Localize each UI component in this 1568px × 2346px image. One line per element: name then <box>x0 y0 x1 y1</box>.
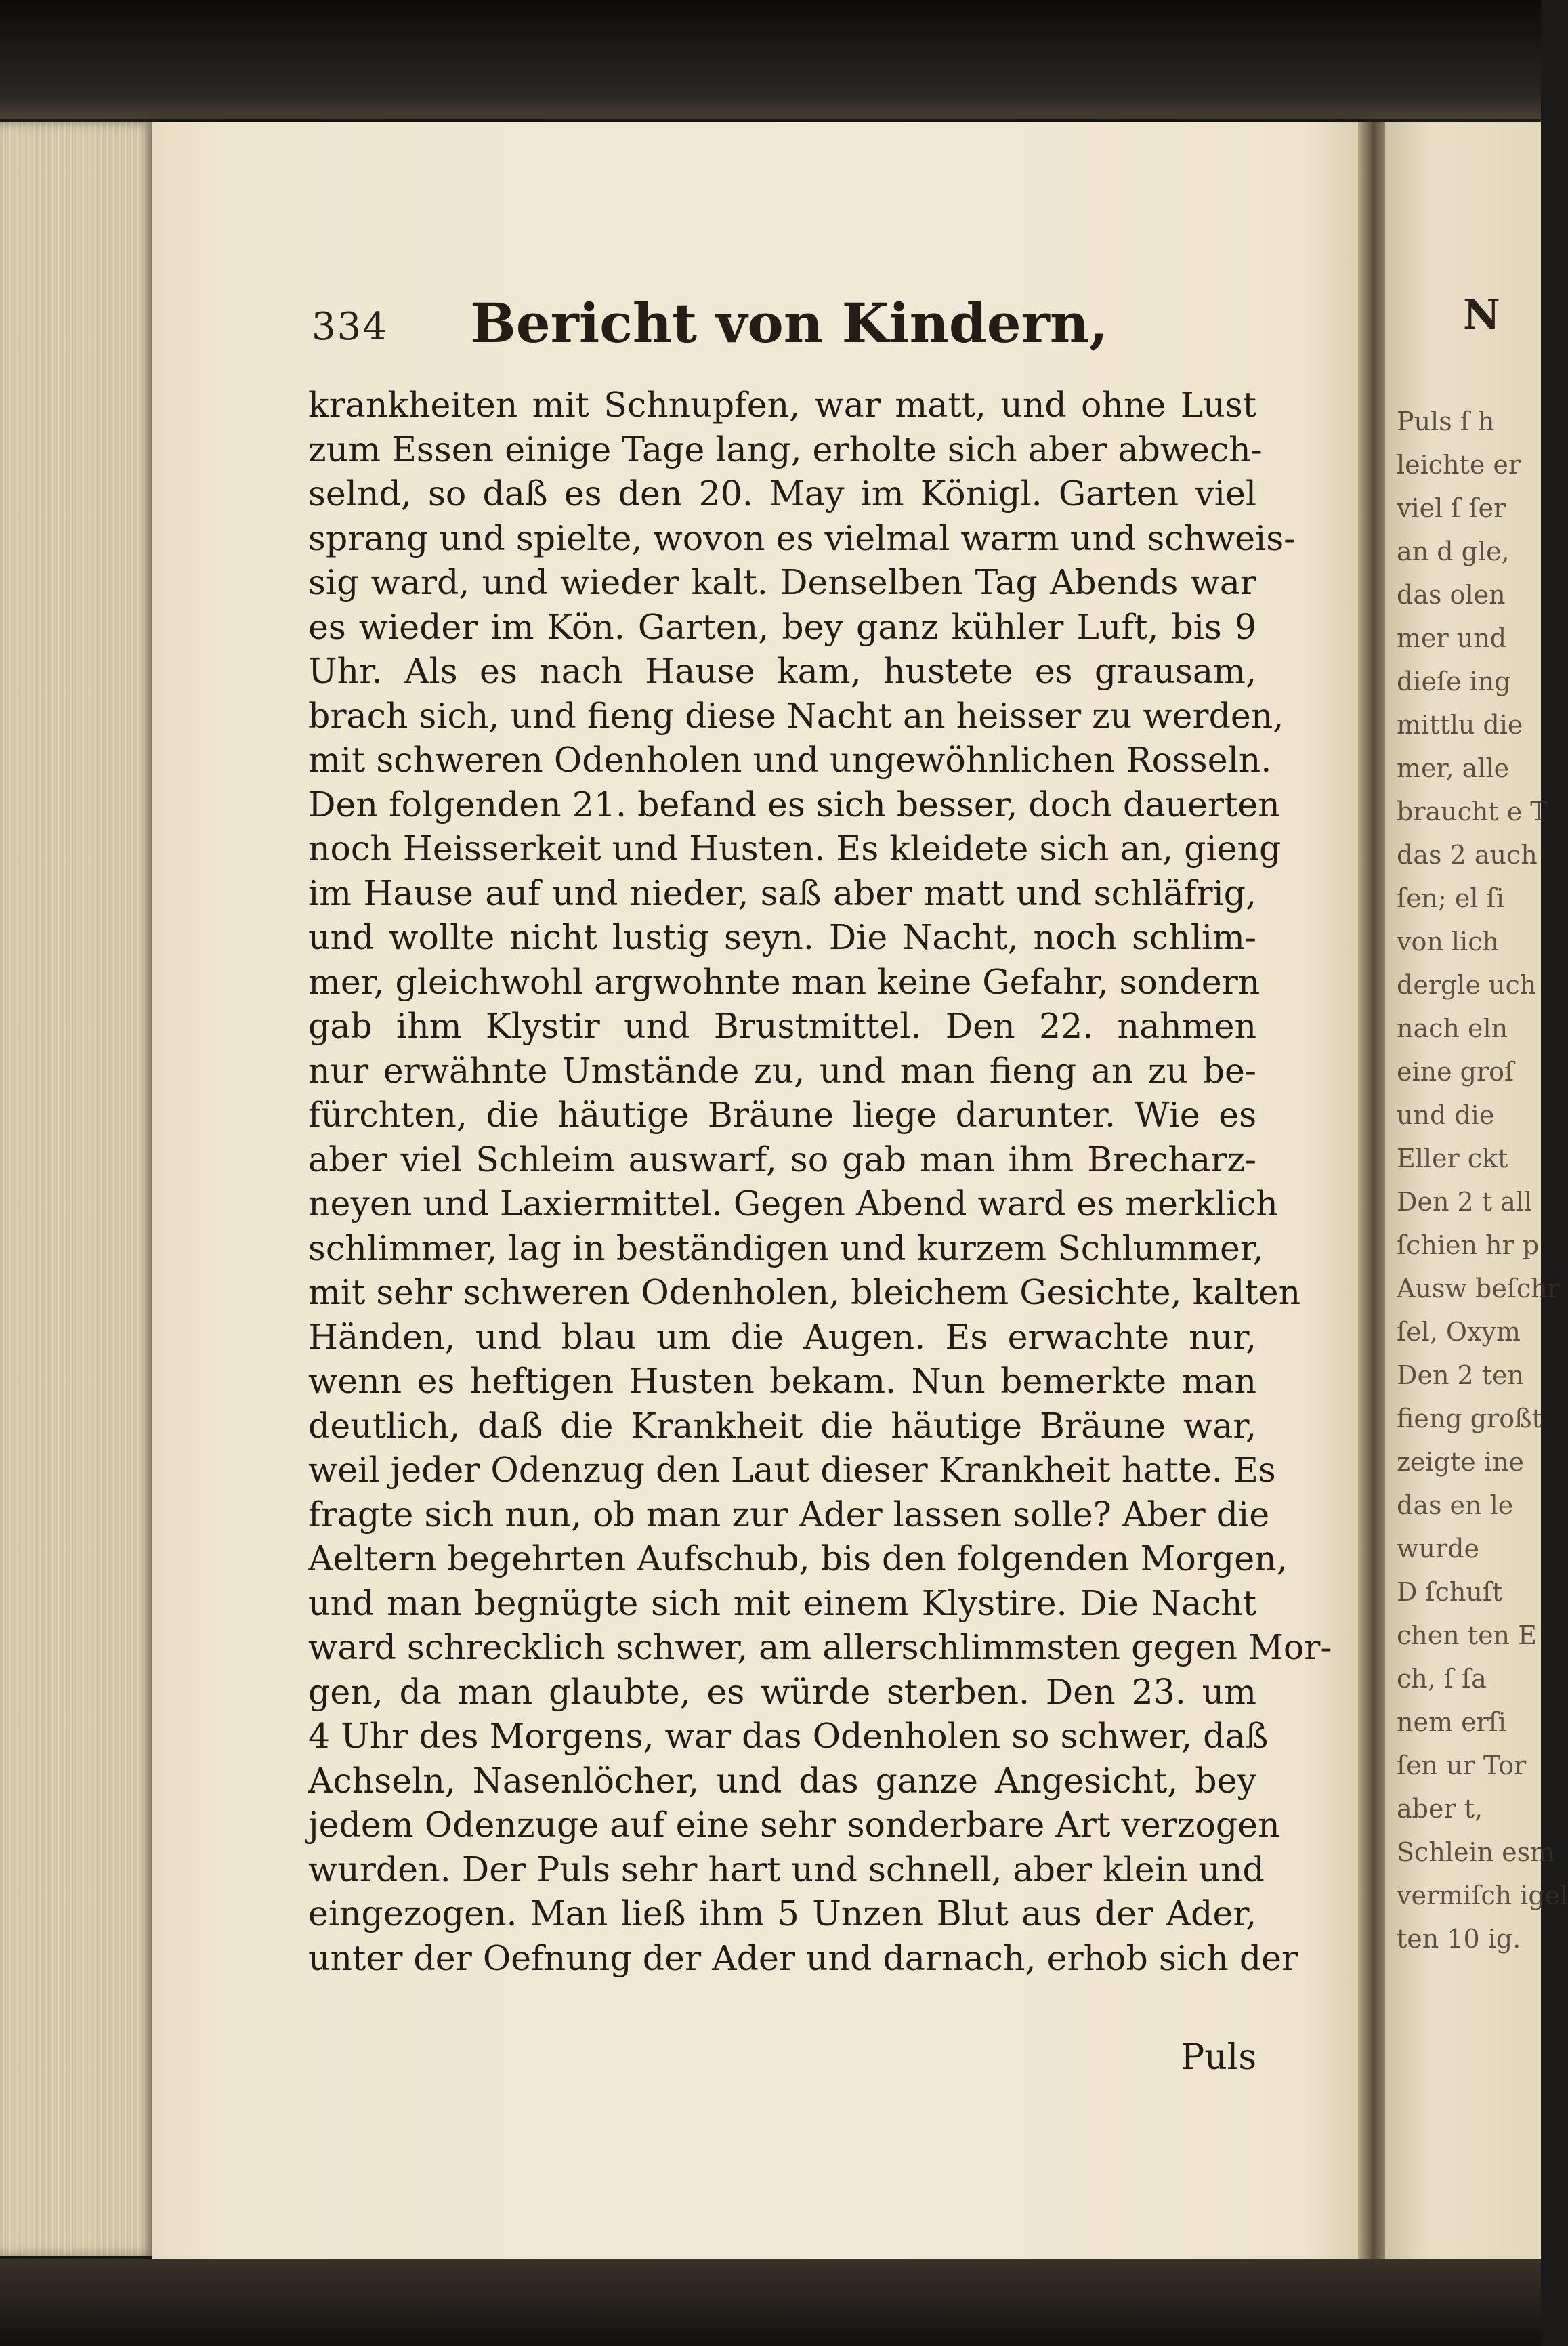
facing-page-fragment: ſchien hr p <box>1397 1230 1540 1260</box>
text-line: mit schweren Odenholen und ungewöhnlichen Rosseln. <box>308 740 1272 780</box>
facing-page-fragment: fieng großt <box>1397 1404 1542 1433</box>
facing-page-fragment: ſen; el ſi <box>1397 883 1504 913</box>
facing-page-fragment: dergle uch <box>1397 970 1537 1000</box>
facing-page-fragment: aber t, <box>1397 1794 1483 1824</box>
facing-page-fragment: ſel, Oxym <box>1397 1317 1521 1347</box>
text-line: wurden. Der Puls sehr hart und schnell, aber klein und <box>308 1849 1265 1889</box>
text-line: jedem Odenzuge auf eine sehr sonderbare Art verzogen <box>308 1805 1280 1845</box>
facing-page-fragment: Schlein esm <box>1397 1837 1555 1867</box>
running-title: Bericht von Kindern, <box>470 291 1108 355</box>
facing-page-fragment: mer, alle <box>1397 753 1510 783</box>
text-line: gen, da man glaubte, es würde sterben. Den 23. um <box>308 1671 1256 1712</box>
facing-page-fragment: und die <box>1397 1100 1495 1130</box>
facing-page-fragment: zeigte ine <box>1397 1447 1524 1477</box>
text-line: unter der Oefnung der Ader und darnach, erhob sich der <box>308 1937 1298 1978</box>
text-line: und wollte nicht lustig seyn. Die Nacht, noch schlim- <box>308 917 1256 957</box>
facing-page-fragment: ſen ur Tor <box>1397 1751 1527 1780</box>
facing-page-fragment: ten 10 ig. <box>1397 1924 1521 1954</box>
facing-page-fragment: Eller ckt <box>1397 1144 1508 1173</box>
text-line: fragte sich nun, ob man zur Ader lassen solle? Aber die <box>308 1494 1270 1534</box>
catchword: Puls <box>1181 2037 1256 2078</box>
text-line: sprang und spielte, wovon es vielmal warm und schweis- <box>308 518 1296 558</box>
facing-page-fragment: wurde <box>1397 1534 1479 1564</box>
text-line: eingezogen. Man ließ ihm 5 Unzen Blut aus der Ader, <box>308 1893 1256 1933</box>
facing-page-text-fragments <box>1397 400 1568 1961</box>
text-line: nur erwähnte Umstände zu, und man fieng an zu be- <box>308 1050 1256 1091</box>
facing-page-fragment: ch, ſ ſa <box>1397 1664 1487 1694</box>
page-header <box>312 291 1267 366</box>
text-line: und man begnügte sich mit einem Klystire. Die Nacht <box>308 1583 1256 1623</box>
facing-page-fragment: vermiſch igel <box>1397 1881 1568 1910</box>
text-line: sig ward, und wieder kalt. Denselben Tag Abends war <box>308 562 1256 602</box>
facing-page-fragment: mittlu die <box>1397 710 1523 740</box>
facing-page-fragment: braucht e T <box>1397 797 1548 826</box>
text-line: Uhr. Als es nach Hause kam, hustete es grausam, <box>308 651 1256 691</box>
text-line: wenn es heftigen Husten bekam. Nun bemerkte man <box>308 1361 1256 1401</box>
facing-page-fragment: das olen <box>1397 580 1506 610</box>
text-line: Händen, und blau um die Augen. Es erwachte nur, <box>308 1316 1256 1357</box>
facing-page-fragment: von lich <box>1397 927 1499 957</box>
text-line: Achseln, Nasenlöcher, und das ganze Angesicht, bey <box>308 1760 1256 1801</box>
facing-page-fragment: viel ſ ſer <box>1397 493 1506 523</box>
text-line: 4 Uhr des Morgens, war das Odenholen so schwer, daß <box>308 1716 1269 1756</box>
facing-page-fragment: chen ten E <box>1397 1620 1537 1650</box>
text-line: gab ihm Klystir und Brustmittel. Den 22. nahmen <box>308 1006 1256 1046</box>
text-line: schlimmer, lag in beständigen und kurzem Schlummer, <box>308 1228 1264 1268</box>
text-line: zum Essen einige Tage lang, erholte sich aber abwech- <box>308 429 1263 469</box>
text-line: noch Heisserkeit und Husten. Es kleidete sich an, gieng <box>308 829 1281 868</box>
facing-page-fragment: eine groſ <box>1397 1057 1514 1087</box>
text-line: selnd, so daß es den 20. May im Königl. Garten viel <box>308 474 1256 514</box>
facing-page-fragment: leichte er <box>1397 450 1521 480</box>
book-gutter <box>1358 122 1389 2266</box>
facing-page-fragment: Den 2 ten <box>1397 1360 1524 1390</box>
facing-page-fragment: nach eln <box>1397 1013 1508 1043</box>
facing-page-fragment: mer und <box>1397 623 1507 653</box>
text-line: aber viel Schleim auswarf, so gab man ihm Brecharz- <box>308 1139 1256 1179</box>
text-line: Aeltern begehrten Aufschub, bis den folgenden Morgen, <box>308 1538 1288 1578</box>
facing-page-fragment: Ausw beſchr <box>1397 1274 1560 1303</box>
text-line: deutlich, daß die Krankheit die häutige Bräune war, <box>308 1405 1256 1446</box>
facing-page-fragment: an d gle, <box>1397 537 1510 566</box>
facing-page-fragment: D ſchuſt <box>1397 1577 1503 1607</box>
text-line: brach sich, und fieng diese Nacht an heisser zu werden, <box>308 695 1284 736</box>
book-page-edges <box>0 122 156 2256</box>
bottom-shadow <box>0 2259 1541 2346</box>
text-line: im Hause auf und nieder, saß aber matt und schläfrig, <box>308 873 1256 913</box>
facing-page-fragment: das 2 auch <box>1397 840 1538 870</box>
facing-page-fragment: nem erſi <box>1397 1707 1506 1737</box>
text-line: weil jeder Odenzug den Laut dieser Krankheit hatte. Es <box>308 1450 1276 1490</box>
text-line: Den folgenden 21. befand es sich besser, doch dauerten <box>308 784 1280 824</box>
text-line: neyen und Laxiermittel. Gegen Abend ward es merklich <box>308 1184 1278 1223</box>
top-shadow <box>0 0 1541 119</box>
text-line: mit sehr schweren Odenholen, bleichem Gesichte, kalten <box>308 1272 1301 1312</box>
page-number: 334 <box>312 305 388 349</box>
text-line: ward schrecklich schwer, am allerschlimmsten gegen Mor- <box>308 1627 1332 1667</box>
text-line: es wieder im Kön. Garten, bey ganz kühler Luft, bis 9 <box>308 606 1256 647</box>
text-line: fürchten, die häutige Bräune liege darunter. Wie es <box>308 1095 1256 1135</box>
facing-page-fragment: Den 2 t all <box>1397 1187 1533 1217</box>
facing-page-fragment: Puls ſ h <box>1397 406 1495 436</box>
facing-page-fragment: das en le <box>1397 1490 1514 1520</box>
body-text <box>308 383 1332 1980</box>
facing-page-fragment: dieſe ing <box>1397 667 1511 696</box>
text-line: mer, gleichwohl argwohnte man keine Gefahr, sondern <box>308 961 1260 1002</box>
text-line: krankheiten mit Schnupfen, war matt, und ohne Lust <box>308 385 1256 425</box>
facing-page-header-fragment: N <box>1463 291 1500 339</box>
